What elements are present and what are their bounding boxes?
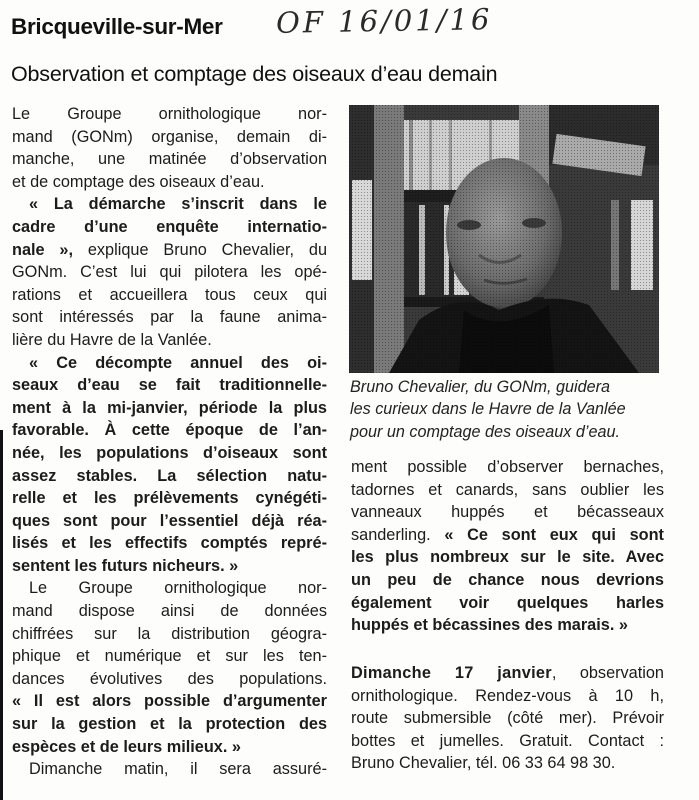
text-line: tadornes et canards, sans oublier les xyxy=(351,480,664,499)
contact-phone-line: Bruno Chevalier, tél. 06 33 64 98 30. xyxy=(351,754,616,773)
paragraph-quote-2 xyxy=(12,352,327,578)
text-line: Le Groupe ornithologique nor- xyxy=(29,579,327,598)
text-line: phique et numérique et sur les ten- xyxy=(12,647,327,666)
text-line: bottes et jumelles. Gratuit. Contact : xyxy=(351,731,664,750)
text-line: rations et accueillera tous ceux qui xyxy=(12,285,327,304)
text-line: « Ce décompte annuel des oi- xyxy=(29,353,327,372)
text-line: un peu de chance nous devrions xyxy=(351,570,664,589)
text-line: route submersible (côté mer). Prévoir xyxy=(351,709,664,728)
text-line: mand (GONm) organise, demain di- xyxy=(12,127,327,146)
attribution: explique Bruno Chevalier, du xyxy=(73,240,328,259)
text-line: favorable. À cette époque de l’an- xyxy=(12,421,327,440)
left-column xyxy=(12,103,327,781)
text-line: ment possible d’observer bernaches, xyxy=(351,458,664,476)
event-date: Dimanche 17 janvier xyxy=(351,664,552,682)
text-line xyxy=(351,524,664,547)
quote-end: nale », xyxy=(12,240,74,259)
text-line: « La démarche s’inscrit dans le xyxy=(29,195,327,214)
text-line: sur la gestion et la protection des xyxy=(12,715,327,734)
text-line: lière du Havre de la Vanlée. xyxy=(12,330,212,349)
event-info xyxy=(351,662,664,775)
text-line: « Il est alors possible d’argumenter xyxy=(12,692,327,711)
article-headline: Observation et comptage des oiseaux d’eau demain xyxy=(11,62,498,86)
text-line: cadre d’une enquête internatio- xyxy=(12,217,327,236)
location-rubric: Bricqueville-sur-Mer xyxy=(11,14,223,39)
handwritten-date-note: OF 16/01/16 xyxy=(275,2,493,40)
text-line: sentent les futurs nicheurs. » xyxy=(12,556,239,575)
text-line xyxy=(351,662,664,685)
text-line: également voir quelques harles xyxy=(351,593,664,612)
text-line: lisés et les effectifs comptés repré- xyxy=(12,534,327,553)
text-line: GONm. C’est lui qui pilotera les opé- xyxy=(12,263,327,282)
text-line: née, les populations d’oiseaux sont xyxy=(12,443,327,462)
text-line: relle et les prélèvements cynégéti- xyxy=(12,489,327,508)
plain-segment: sanderling. xyxy=(351,525,445,544)
text-line: mand dispose ainsi de données xyxy=(12,602,327,621)
paragraph-data xyxy=(12,577,327,758)
text-line: chiffrées sur la distribution géogra- xyxy=(12,624,327,643)
text-line: manche, une matinée d’observation xyxy=(12,150,327,169)
text-line: Le Groupe ornithologique nor- xyxy=(12,105,327,123)
text-line: dances évolutives des populations. xyxy=(12,669,327,688)
photo-illustration xyxy=(349,105,659,373)
portrait-photo xyxy=(349,105,659,373)
caption-line: Bruno Chevalier, du GONm, guidera xyxy=(350,378,611,396)
text-line: sont intéressés par la faune anima- xyxy=(12,308,327,327)
halftone xyxy=(349,105,659,373)
quote-start: « Ce sont eux qui sont xyxy=(444,525,664,544)
text-line: les plus nombreux sur le site. Avec xyxy=(351,548,664,567)
text-line: assez stables. La sélection natu- xyxy=(12,466,327,485)
text-line xyxy=(12,239,327,262)
paragraph-intro xyxy=(12,103,327,193)
text-line: Dimanche matin, il sera assuré- xyxy=(29,760,327,779)
text-line: ornithologique. Rendez-vous à 10 h, xyxy=(351,686,664,705)
text-line: et de comptage des oiseaux d’eau. xyxy=(12,172,265,191)
paragraph-sunday xyxy=(12,758,327,781)
text-line: huppés et bécassines des marais. » xyxy=(351,616,628,635)
text-line: vanneaux huppés et bécasseaux xyxy=(351,503,664,522)
photo-caption xyxy=(350,376,670,443)
scan-edge-border xyxy=(0,430,3,800)
event-date-suffix: , observation xyxy=(551,664,664,682)
caption-line: les curieux dans le Havre de la Vanlée xyxy=(350,400,626,419)
text-line: ment à la mi-janvier, période la plus xyxy=(12,398,327,417)
paragraph-quote-1 xyxy=(12,193,327,351)
text-line: seaux d’eau se fait traditionnelle- xyxy=(12,376,327,395)
caption-line: pour un comptage des oiseaux d’eau. xyxy=(350,422,620,441)
text-line: ques sont pour l’essentiel déjà réa- xyxy=(12,511,327,530)
right-column xyxy=(351,456,664,637)
text-line: espèces et de leurs milieux. » xyxy=(12,737,241,756)
